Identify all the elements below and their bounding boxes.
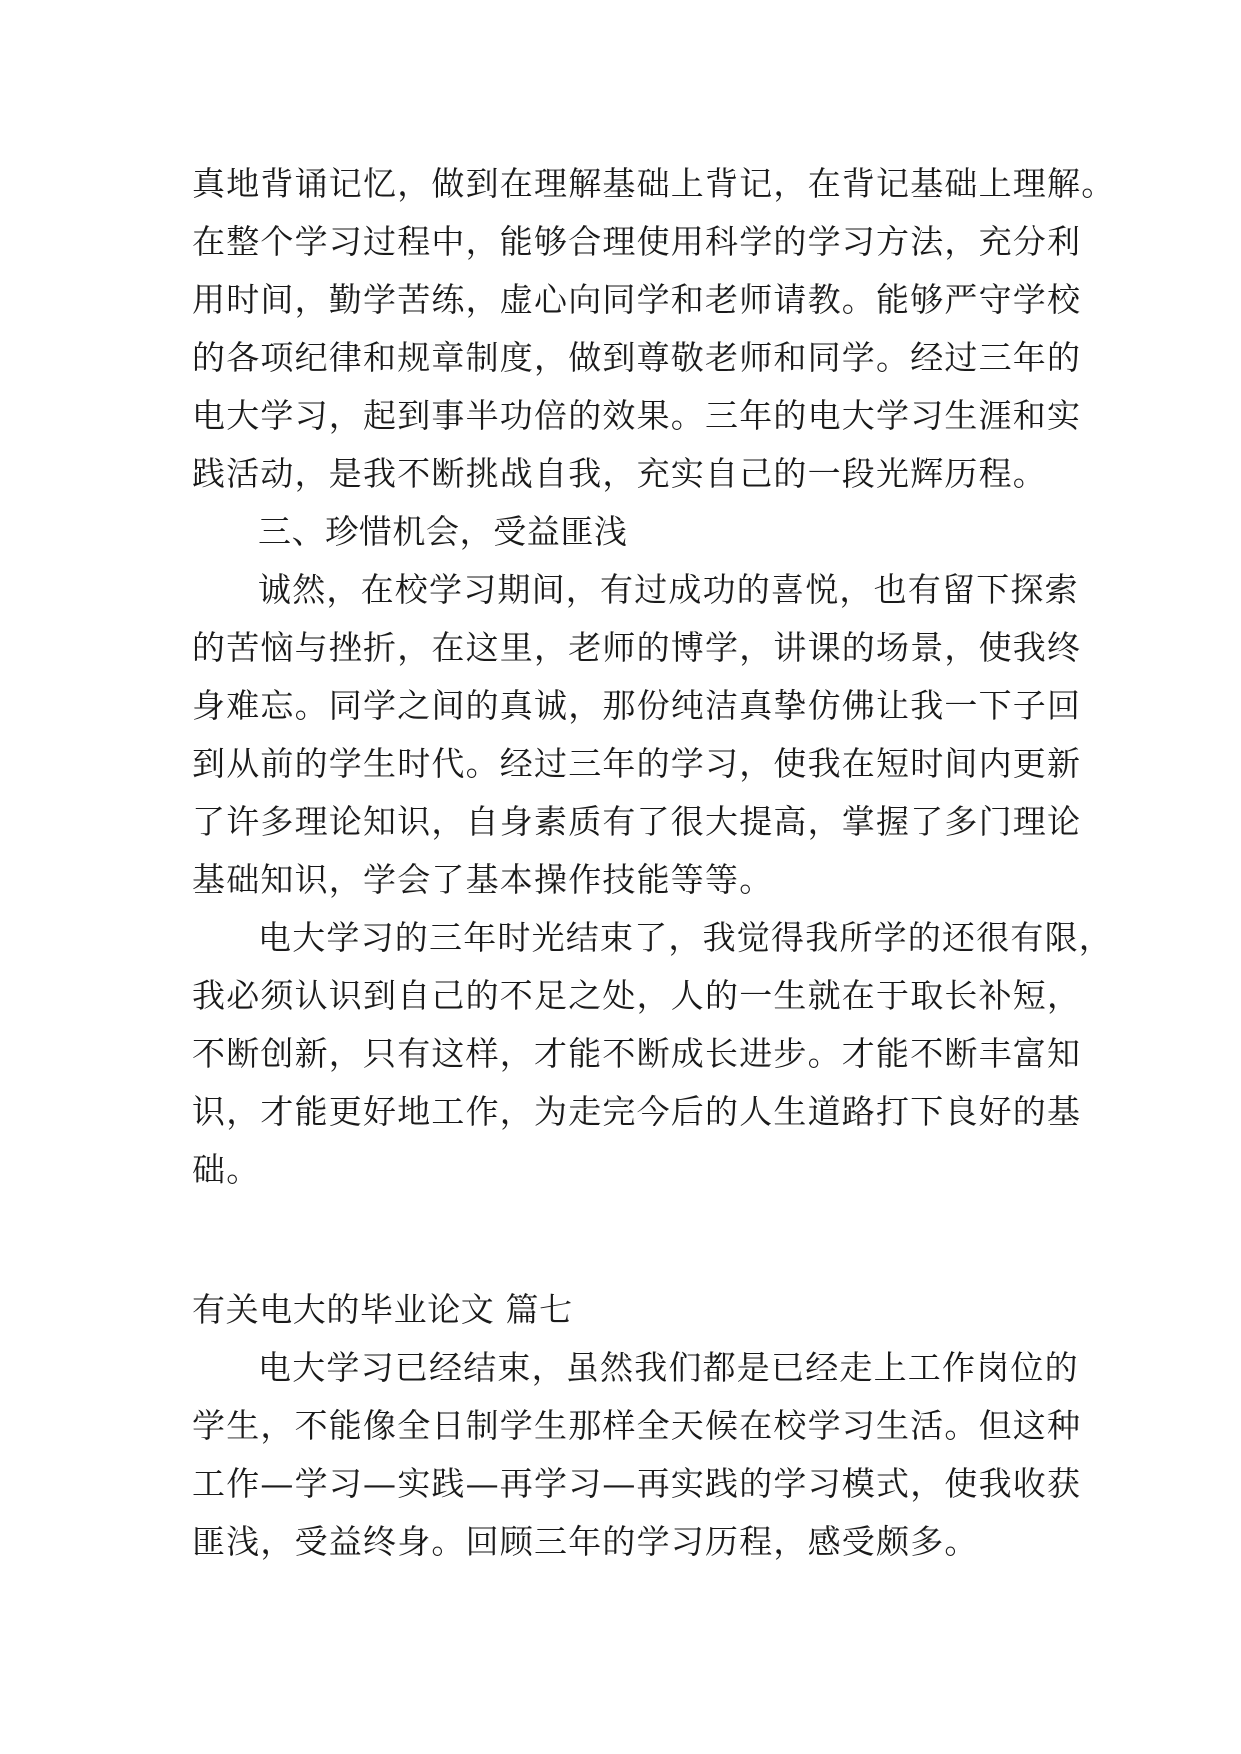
- text-line: 础。: [192, 1150, 261, 1189]
- chapter-title: 有关电大的毕业论文 篇七: [192, 1290, 573, 1329]
- paragraph: [192, 561, 1082, 909]
- text-line: 到从前的学生时代。经过三年的学习，使我在短时间内更新: [192, 744, 1082, 783]
- text-line: 识，才能更好地工作，为走完今后的人生道路打下良好的基: [192, 1092, 1082, 1131]
- text-line: 的苦恼与挫折，在这里，老师的博学，讲课的场景，使我终: [192, 628, 1082, 667]
- text-line: 真地背诵记忆，做到在理解基础上背记，在背记基础上理解。: [192, 164, 1116, 203]
- paragraph-continued: [192, 155, 1116, 503]
- document-page: [192, 155, 1116, 1571]
- paragraph: [192, 1339, 1082, 1571]
- section-heading: 三、珍惜机会，受益匪浅: [258, 512, 628, 551]
- section-gap: [192, 1199, 1052, 1281]
- text-line: 的各项纪律和规章制度，做到尊敬老师和同学。经过三年的: [192, 338, 1082, 377]
- text-line: 电大学习已经结束，虽然我们都是已经走上工作岗位的: [258, 1348, 1079, 1387]
- text-line: 在整个学习过程中，能够合理使用科学的学习方法，充分利: [192, 222, 1082, 261]
- text-line: 了许多理论知识，自身素质有了很大提高，掌握了多门理论: [192, 802, 1082, 841]
- text-line: 工作—学习—实践—再学习—再实践的学习模式，使我收获: [192, 1464, 1082, 1503]
- text-line: 匪浅，受益终身。回顾三年的学习历程，感受颇多。: [192, 1522, 979, 1561]
- text-line: 基础知识，学会了基本操作技能等等。: [192, 860, 774, 899]
- text-line: 践活动，是我不断挑战自我，充实自己的一段光辉历程。: [192, 454, 1047, 493]
- text-line: 电大学习的三年时光结束了，我觉得我所学的还很有限，: [258, 918, 1113, 957]
- text-line: 学生，不能像全日制学生那样全天候在校学习生活。但这种: [192, 1406, 1082, 1445]
- text-line: 身难忘。同学之间的真诚，那份纯洁真挚仿佛让我一下子回: [192, 686, 1082, 725]
- text-line: 诚然，在校学习期间，有过成功的喜悦，也有留下探索: [258, 570, 1079, 609]
- paragraph: [192, 909, 1113, 1199]
- text-line: 用时间，勤学苦练，虚心向同学和老师请教。能够严守学校: [192, 280, 1082, 319]
- text-line: 不断创新，只有这样，才能不断成长进步。才能不断丰富知: [192, 1034, 1082, 1073]
- text-line: 电大学习，起到事半功倍的效果。三年的电大学习生涯和实: [192, 396, 1082, 435]
- text-line: 我必须认识到自己的不足之处，人的一生就在于取长补短，: [192, 976, 1082, 1015]
